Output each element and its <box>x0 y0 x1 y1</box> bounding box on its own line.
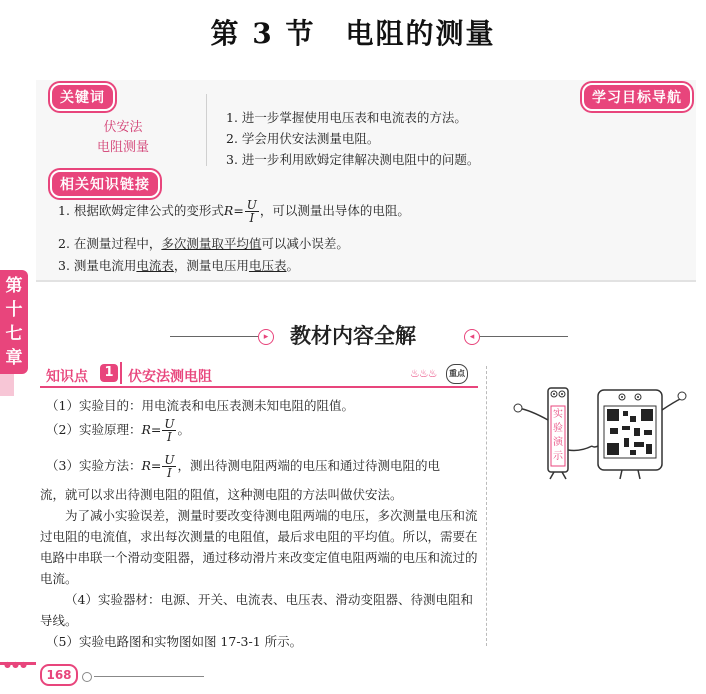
section-ornament-right: ◂ <box>464 329 480 345</box>
formula-fraction: $\frac{U}{I}$ <box>164 417 175 444</box>
knowledge-point-underline <box>40 386 478 388</box>
keyword-item: 电阻测量 <box>96 140 149 155</box>
side-tab-shadow <box>0 374 14 396</box>
knowledge-point-label: 知识点 <box>46 369 88 385</box>
cartoon-characters-icon <box>510 380 690 480</box>
goal-item: 2. 学会用伏安法测量电阻。 <box>226 131 380 146</box>
demo-sign-text: 实验演示 <box>553 409 563 462</box>
section-rule-right <box>480 336 568 337</box>
knowledge-point-title: 伏安法测电阻 <box>128 369 212 385</box>
knowledge-point-bracket <box>120 362 122 384</box>
panel-divider <box>206 94 207 166</box>
goal-item: 1. 进一步掌握使用电压表和电流表的方法。 <box>226 110 467 125</box>
importance-flames-icon: ♨♨♨ <box>410 367 437 380</box>
body-paragraph: （4）实验器材：电源、开关、电流表、电压表、滑动变阻器、待测电阻和导线。 <box>40 592 473 628</box>
column-separator <box>486 366 487 646</box>
key-point-badge: 重点 <box>446 364 468 384</box>
chapter-label: 第十七章 <box>5 276 23 368</box>
keywords-tag: 关键词 <box>50 83 115 111</box>
section-ornament-left: ▸ <box>258 329 274 345</box>
keyword-item: 伏安法 <box>103 120 143 135</box>
body-paragraph: （5）实验电路图和实物图如图 17-3-1 所示。 <box>46 634 303 649</box>
footer-circle-icon <box>82 672 92 682</box>
related-item-3: 3. 测量电流用电流表，测量电压用电压表。 <box>58 258 299 273</box>
body-paragraph: （2）实验原理：R= $\frac{U}{I}$ 。 <box>46 417 190 444</box>
footer-rule <box>94 676 204 677</box>
formula-fraction: $\frac{U}{I}$ <box>246 198 257 225</box>
knowledge-point-number: 1 <box>100 364 118 382</box>
related-item-1: 1. 根据欧姆定律公式的变形式R= $\frac{U}{I}$ ，可以测量出导体的电阻。 <box>58 198 410 225</box>
keywords-list <box>48 98 198 164</box>
body-paragraph: 流，就可以求出待测电阻的阻值，这种测电阻的方法叫做伏安法。 <box>40 487 403 502</box>
page-number: 168 <box>40 664 78 686</box>
page-title: 第 3 节 电阻的测量 <box>210 17 496 50</box>
goals-tag: 学习目标导航 <box>582 83 692 111</box>
footer-dots: ●●● <box>4 660 28 669</box>
section-title: 教材内容全解 <box>290 324 416 348</box>
body-paragraph: （3）实验方法：R= $\frac{U}{I}$ ，测出待测电阻两端的电压和通过待测电阻的电 <box>46 453 440 480</box>
related-tag: 相关知识链接 <box>50 170 160 198</box>
experiment-demo-figure <box>510 380 690 480</box>
related-item-2: 2. 在测量过程中，多次测量取平均值可以减小误差。 <box>58 236 349 251</box>
formula-fraction: $\frac{U}{I}$ <box>164 453 175 480</box>
body-paragraph: 为了减小实验误差，测量时要改变待测电阻两端的电压，多次测量电压和流过电阻的电流值，求出每次测量的电阻值，最后求电阻的平均值。所以，需要在电路中串联一个滑动变阻器，通过移动滑片来改变定值电阻两端的电压和流过的电流。 <box>40 508 478 586</box>
body-paragraph: （1）实验目的：用电流表和电压表测未知电阻的阻值。 <box>46 398 354 413</box>
goal-item: 3. 进一步利用欧姆定律解决测电阻中的问题。 <box>226 152 480 167</box>
